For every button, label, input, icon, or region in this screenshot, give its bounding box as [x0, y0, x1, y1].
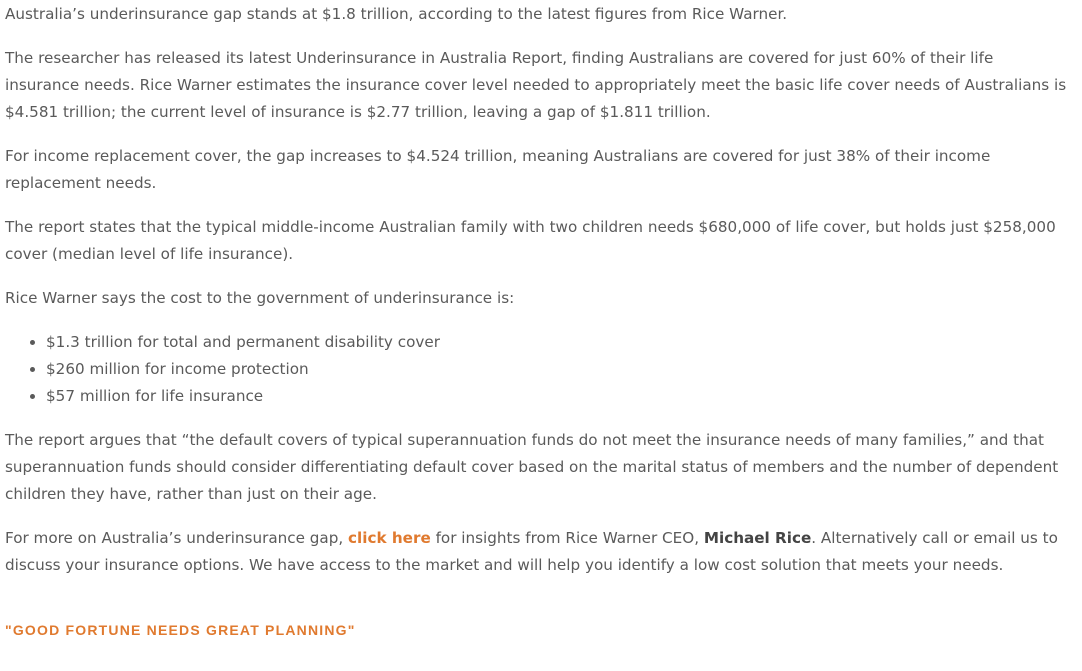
paragraph-more-info [5, 525, 1067, 579]
more-info-lead-text: For more on Australia’s underinsurance gap, [5, 529, 349, 547]
tagline: "GOOD FORTUNE NEEDS GREAT PLANNING" [5, 622, 356, 638]
list-item: • $1.3 trillion for total and permanent disability cover [46, 329, 1067, 356]
more-info-middle-text: for insights from Rice Warner CEO, [430, 529, 704, 547]
paragraph-default-covers: The report argues that “the default covers of typical superannuation funds do not meet the insurance needs of many families,” and that superannuation funds should consider differentiating default cover based on the marital status of members and the number of dependent children they have, rather than just on their age. [5, 431, 1059, 503]
paragraph-government-cost: Rice Warner says the cost to the government of underinsurance is: [5, 289, 515, 307]
article-body [5, 0, 1067, 596]
paragraph-report-findings: The researcher has released its latest Underinsurance in Australia Report, finding Australians are covered for just 60% of their life insurance needs. Rice Warner estimates the insurance cover level needed to appropriately meet the basic life cover needs of Australians is $4.581 trillion; the current level of insurance is $2.77 trillion, leaving a gap of $1.811 trillion. [5, 49, 1067, 121]
list-item: • $260 million for income protection [46, 356, 1067, 383]
more-info-trailing-text: . Alternatively call or email us to discuss your insurance options. We have access to the market and will help you identify a low cost solution that meets your needs. [5, 529, 1058, 574]
ceo-name: Michael Rice [703, 529, 812, 547]
paragraph-intro: Australia’s underinsurance gap stands at $1.8 trillion, according to the latest figures from Rice Warner. [5, 5, 788, 23]
paragraph-income-replacement: For income replacement cover, the gap increases to $4.524 trillion, meaning Australians are covered for just 38% of their income replacement needs. [5, 147, 991, 192]
paragraph-typical-family: The report states that the typical middle-income Australian family with two children needs $680,000 of life cover, but holds just $258,000 cover (median level of life insurance). [5, 218, 1056, 263]
click-here-link[interactable]: click here [348, 529, 431, 547]
cost-list [5, 329, 1067, 410]
list-item: • $57 million for life insurance [46, 383, 1067, 410]
